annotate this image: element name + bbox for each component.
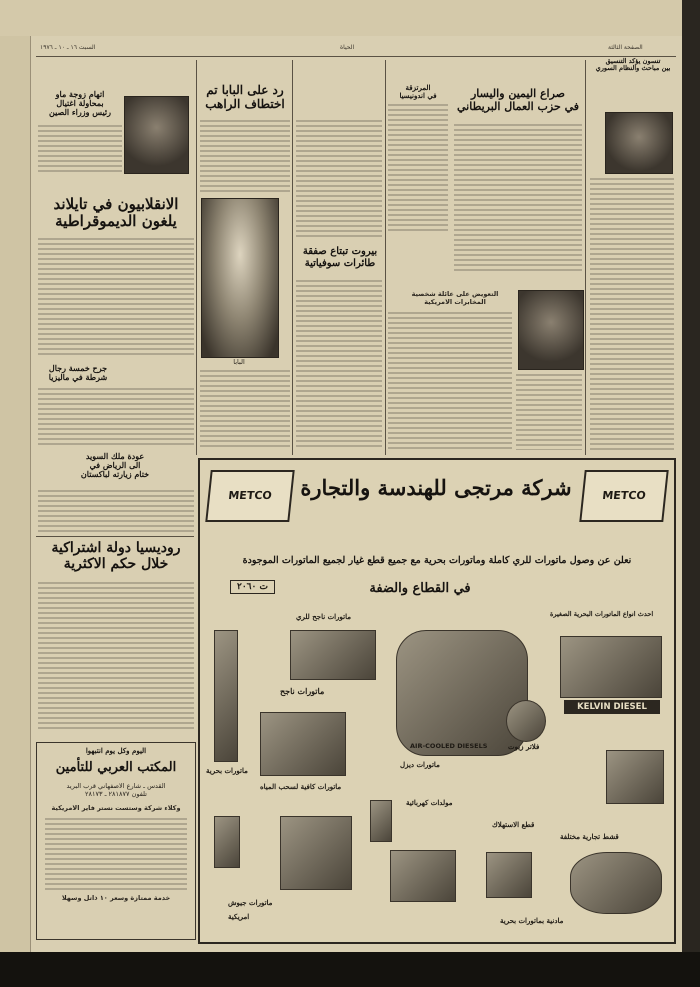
engine-illustration bbox=[280, 816, 352, 890]
tag-irrigation: ماتورات ناجح للري bbox=[296, 612, 351, 621]
headline-line: في اندونيسيا bbox=[399, 91, 437, 101]
tag-american: امريكية bbox=[228, 912, 250, 921]
headline-mercenaries bbox=[386, 84, 450, 100]
headline-line: رئيس وزراء الصين bbox=[49, 107, 111, 118]
headline-labour-party bbox=[452, 88, 584, 113]
box-address: القدس ـ شارع الاصفهاني قرب البريد bbox=[66, 781, 166, 790]
binding-strip bbox=[0, 36, 31, 952]
headline-rhodesia bbox=[36, 540, 196, 572]
column-rule bbox=[585, 60, 586, 455]
headline-line: اختطاف الراهب bbox=[205, 96, 285, 111]
box-title: المكتب العربي للتأمين bbox=[55, 760, 177, 776]
headline-beirut bbox=[294, 246, 386, 269]
metco-logo-right: METCO bbox=[579, 470, 668, 522]
section-rule bbox=[36, 536, 194, 537]
headline-pope bbox=[198, 84, 292, 112]
headline-malaysia bbox=[38, 364, 118, 382]
article-text bbox=[38, 388, 194, 446]
tag-diesel: ماتورات ديزل bbox=[400, 760, 440, 769]
article-text bbox=[38, 238, 194, 358]
tag-latest-marine: احدث انواع الماتورات البحرية الصغيرة bbox=[550, 610, 654, 618]
ad-phone: ت ٢٠٦٠ bbox=[230, 580, 275, 594]
headline-line: بين مباحث والنظام السوري bbox=[595, 64, 671, 73]
headline-mao-wife bbox=[38, 90, 122, 118]
masthead-page: الصفحة الثالثة bbox=[608, 44, 643, 51]
part-illustration bbox=[214, 816, 240, 868]
headline-line: يلغون الديموقراطية bbox=[55, 212, 177, 231]
air-cooled-label: AIR-COOLED DIESELS bbox=[410, 742, 488, 750]
article-text bbox=[388, 104, 448, 234]
propeller-illustration bbox=[570, 852, 662, 914]
box-agent: وكلاء شركة وستست نستر فاير الامريكية bbox=[51, 803, 181, 812]
headline-line: عودة ملك السويد bbox=[85, 451, 145, 461]
masthead-rule bbox=[36, 56, 676, 57]
headline-line: جرح خمسة رجال bbox=[48, 363, 108, 373]
article-text bbox=[200, 120, 290, 192]
pope-photo bbox=[201, 198, 279, 358]
scan-right-edge bbox=[682, 0, 700, 987]
pope-photo-caption: البابا bbox=[233, 358, 245, 366]
metco-logo-left: METCO bbox=[205, 470, 294, 522]
headline-line: الانقلابيون في تايلاند bbox=[53, 195, 179, 213]
engine-illustration bbox=[260, 712, 346, 776]
headline-thailand bbox=[36, 196, 196, 231]
headline-line: خلال حكم الاكثرية bbox=[63, 556, 169, 573]
scan-top-margin bbox=[0, 0, 700, 36]
insurance-ad-box bbox=[36, 742, 196, 940]
box-phone: تلفون ٢٨١٨٧٧ ـ ٢٨١٧٣ bbox=[85, 789, 147, 798]
article-text bbox=[38, 490, 194, 532]
box-footer: خدمة ممتازة وسعر ١٠ ذاتل وسهلا bbox=[61, 893, 171, 902]
filter-illustration bbox=[370, 800, 392, 842]
man-photo bbox=[605, 112, 673, 174]
headline-line: المرتزقة bbox=[405, 83, 431, 92]
ad-subtitle: نعلن عن وصول ماتورات للري كاملة وماتورات بحرية مع جميع قطع غيار لجميع الماتورات الموجودة bbox=[242, 555, 632, 566]
article-text bbox=[590, 178, 674, 450]
company-name: شركة مرتجى للهندسة والتجارة bbox=[300, 475, 572, 500]
headline-line: الى الرياض في bbox=[89, 460, 141, 471]
headline-line: صراع اليمين واليسار bbox=[471, 87, 565, 100]
headline-coordination bbox=[588, 58, 678, 73]
box-text bbox=[45, 818, 187, 890]
tag-belts: قشط تجارية مختلفة bbox=[560, 832, 619, 841]
caption-line: المخابرات الامريكية bbox=[424, 298, 486, 306]
headline-king-sweden bbox=[60, 452, 170, 480]
box-intro: اليوم وكل يوم انتبهوا bbox=[85, 746, 147, 755]
headline-line: بيروت تبتاع صفقة bbox=[302, 246, 378, 257]
tag-parts: قطع الاستهلاك bbox=[492, 820, 535, 829]
article-text bbox=[388, 312, 512, 450]
column-rule bbox=[292, 60, 293, 455]
headline-line: ختام زيارته لباكستان bbox=[80, 469, 150, 480]
ad-subtitle-2: في القطاع والضفة bbox=[369, 581, 471, 596]
tag-generators: مولدات كهربائية bbox=[406, 798, 453, 807]
headline-line: اتهام زوجة ماو bbox=[55, 89, 105, 99]
headline-line: في حزب العمال البريطاني bbox=[456, 99, 580, 113]
kelvin-engine-illustration bbox=[560, 636, 662, 698]
tag-oil-filters: فلاتر زيوت bbox=[508, 742, 540, 751]
tag-marine: ماتورات بحرية bbox=[206, 766, 248, 775]
article-text bbox=[454, 124, 582, 274]
woman-photo bbox=[518, 290, 584, 370]
article-text bbox=[38, 125, 122, 173]
headline-line: طائرات سوفياتية bbox=[304, 257, 376, 269]
mao-photo bbox=[124, 96, 189, 174]
headline-line: روديسيا دولة اشتراكية bbox=[51, 540, 181, 556]
pump-illustration bbox=[214, 630, 238, 762]
column-rule bbox=[196, 60, 197, 455]
article-text bbox=[38, 582, 194, 732]
engine-illustration bbox=[486, 852, 532, 898]
kelvin-diesel-label: KELVIN DIESEL bbox=[564, 700, 660, 714]
headline-line: بمحاولة اغتيال bbox=[56, 98, 104, 109]
engine-illustration bbox=[606, 750, 664, 804]
tag-water-pumps: ماتورات كافية لسحب المياه bbox=[260, 782, 342, 791]
engine-illustration bbox=[290, 630, 376, 680]
masthead-date: السبت ١٦ ـ ١٠ ـ ١٩٧٦ bbox=[40, 44, 96, 51]
article-text bbox=[200, 370, 290, 450]
caption-line: التعويض على عائلة شخصية bbox=[411, 290, 499, 298]
tag-marine-metal: مادنية بماتورات بحرية bbox=[500, 916, 564, 925]
engine-illustration bbox=[390, 850, 456, 902]
caption-cia-family bbox=[400, 290, 510, 306]
air-cooled-engine-illustration bbox=[396, 630, 528, 756]
headline-line: شرطة في ماليزيا bbox=[48, 372, 108, 383]
article-text bbox=[516, 374, 582, 450]
headline-line: تنسون يؤكد التنسيق bbox=[605, 57, 661, 65]
tag-army-engines: ماتورات جيوش bbox=[228, 898, 273, 907]
headline-line: رد على البابا تم bbox=[206, 83, 284, 97]
article-text bbox=[296, 280, 382, 450]
masthead-title: الحياة bbox=[340, 44, 355, 51]
metco-advertisement bbox=[198, 458, 676, 944]
scan-bottom-edge bbox=[0, 952, 700, 987]
article-text bbox=[296, 120, 382, 240]
tag-najeh-engines: ماتورات ناجح bbox=[280, 686, 325, 696]
belt-illustration bbox=[506, 700, 546, 742]
